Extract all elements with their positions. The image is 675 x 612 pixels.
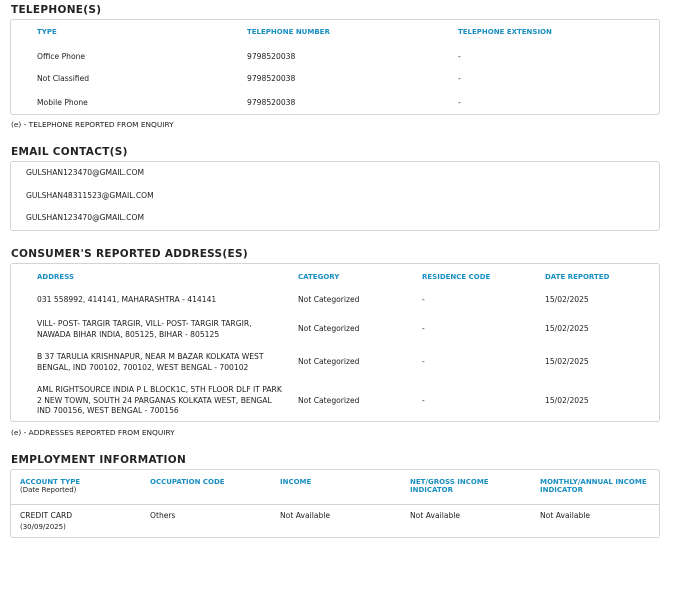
address-row-residence-code: - [422,324,425,333]
address-row-category: Not Categorized [298,396,360,405]
telephone-row-extension: - [458,52,461,61]
employment-net-gross: Not Available [410,511,461,520]
address-table [10,263,660,422]
employment-header-account-type-label: ACCOUNT TYPE [20,478,81,486]
employment-monthly-annual: Not Available [540,511,591,520]
email-item: GULSHAN123470@GMAIL.COM [26,168,145,177]
employment-account-type-value: CREDIT CARD [20,511,73,520]
address-row-residence-code: - [422,396,425,405]
address-row-category: Not Categorized [298,324,360,333]
employment-date-reported: (30/09/2025) [20,522,66,531]
address-note: (e) - ADDRESSES REPORTED FROM ENQUIRY [11,428,175,437]
employment-section-title: EMPLOYMENT INFORMATION [11,454,187,466]
telephone-table [10,19,660,115]
telephone-header-number: TELEPHONE NUMBER [247,28,330,36]
telephone-row-type: Office Phone [37,52,86,61]
employment-header-monthly-annual: MONTHLY/ANNUAL INCOME INDICATOR [540,478,647,494]
address-row-date: 15/02/2025 [545,396,589,405]
address-header-category: CATEGORY [298,273,340,281]
address-row-category: Not Categorized [298,295,360,304]
telephone-row-number: 9798520038 [247,98,296,107]
telephone-row-extension: - [458,98,461,107]
employment-occupation: Others [150,511,176,520]
employment-header-net-gross: NET/GROSS INCOME INDICATOR [410,478,489,494]
telephone-note: (e) - TELEPHONE REPORTED FROM ENQUIRY [11,120,174,129]
address-row-address: VILL- POST- TARGIR TARGIR, VILL- POST- TARGIR TARGIR, NAWADA BIHAR INDIA, 805125, BIHAR - 805125 [37,319,252,339]
employment-income: Not Available [280,511,331,520]
address-row-address: B 37 TARULIA KRISHNAPUR, NEAR M BAZAR KOLKATA WEST BENGAL, IND 700102, 700102, WEST BENGAL - 700102 [37,352,264,372]
address-row-residence-code: - [422,357,425,366]
address-section-title: CONSUMER'S REPORTED ADDRESS(ES) [11,248,248,260]
telephone-section-title: TELEPHONE(S) [11,4,102,16]
telephone-row-extension: - [458,74,461,83]
employment-header-occupation-code: OCCUPATION CODE [150,478,225,486]
address-row-category: Not Categorized [298,357,360,366]
email-item: GULSHAN48311523@GMAIL.COM [26,191,154,200]
address-row-date: 15/02/2025 [545,324,589,333]
address-header-address: ADDRESS [37,273,74,281]
employment-header-date-reported: (Date Reported) [20,486,77,494]
telephone-row-type: Mobile Phone [37,98,88,107]
email-list [10,161,660,231]
address-row-date: 15/02/2025 [545,357,589,366]
telephone-header-extension: TELEPHONE EXTENSION [458,28,552,36]
address-header-date-reported: DATE REPORTED [545,273,610,281]
telephone-row-type: Not Classified [37,74,90,83]
address-row-residence-code: - [422,295,425,304]
telephone-header-type: TYPE [37,28,57,36]
telephone-row-number: 9798520038 [247,52,296,61]
employment-table [10,469,660,538]
employment-account-type [20,511,72,532]
address-header-residence-code: RESIDENCE CODE [422,273,491,281]
address-row-date: 15/02/2025 [545,295,589,304]
employment-header-income: INCOME [280,478,312,486]
employment-header-account-type [20,478,130,494]
email-section-title: EMAIL CONTACT(S) [11,146,128,158]
employment-divider [11,504,659,505]
email-item: GULSHAN123470@GMAIL.COM [26,213,145,222]
telephone-row-number: 9798520038 [247,74,296,83]
address-row-address: 031 558992, 414141, MAHARASHTRA - 414141 [37,295,217,304]
address-row-address: AML RIGHTSOURCE INDIA P L BLOCK1C, 5TH FLOOR DLF IT PARK 2 NEW TOWN, SOUTH 24 PARGANAS KOLKATA WEST, BENGAL IND 700156, WEST BENGAL - 700156 [37,385,282,415]
